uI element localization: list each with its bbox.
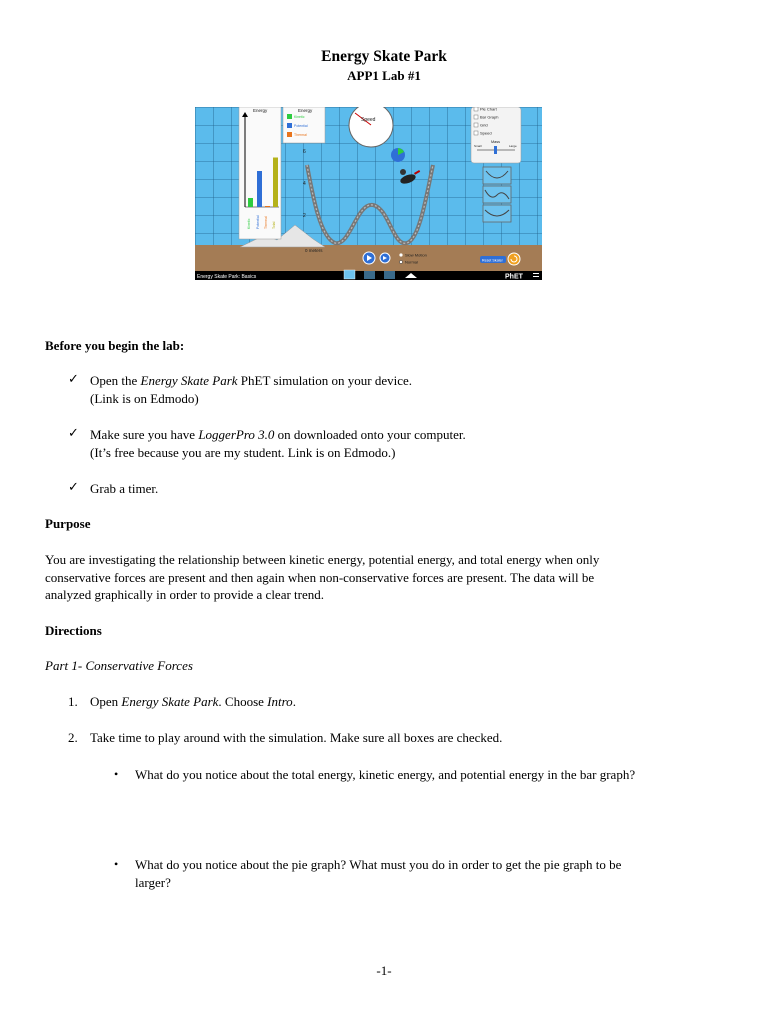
simulation-screenshot (195, 107, 542, 280)
bar-label: Thermal (264, 216, 268, 229)
purpose-line: You are investigating the relationship between kinetic energy, potential energy, and total energy when only (45, 552, 600, 567)
purpose-line: conservative forces are present and then again when non-conservative forces are present. The data will be (45, 570, 595, 585)
energy-bar-kinetic (248, 198, 253, 207)
radio-normal[interactable] (399, 260, 402, 263)
before-item-2-note: (It’s free because you are my student. Link is on Edmodo.) (90, 445, 396, 460)
mass-slider-thumb[interactable] (494, 146, 497, 154)
page-number: -1- (376, 963, 392, 978)
check-icon: ✓ (68, 479, 79, 494)
legend-swatch (287, 123, 292, 128)
screen-tab-intro[interactable] (344, 270, 355, 279)
radio-label: Slow Motion (405, 252, 427, 258)
question-pie-graph: What do you notice about the pie graph? What must you do in order to get the pie graph to be (135, 857, 622, 872)
bar-label: Kinetic (247, 218, 251, 229)
check-icon: ✓ (68, 371, 79, 386)
question-bar-graph: What do you notice about the total energy, kinetic energy, and potential energy in the bar graph? (135, 767, 636, 782)
checkbox-label[interactable]: Bar Graph (480, 114, 499, 120)
ground-label: 0 meters (305, 248, 323, 253)
legend-item: Kinetic (294, 115, 305, 119)
screen-tab-friction[interactable] (364, 271, 375, 279)
track-thumbnail[interactable] (483, 167, 511, 184)
energy-bar-total (273, 158, 278, 208)
before-item-3: Grab a timer. (90, 481, 159, 496)
before-item-1-link: (Link is on Edmodo) (90, 391, 199, 406)
bar-label: Total (272, 221, 276, 229)
phet-logo: PhET (505, 273, 523, 280)
sim-caption: Energy Skate Park: Basics (197, 274, 257, 280)
energy-bar-potential (257, 171, 262, 207)
directions-heading: Directions (45, 623, 102, 638)
step-1: Open Energy Skate Park. Choose Intro. (90, 694, 296, 709)
mass-large-label: Large (509, 144, 517, 148)
menu-icon[interactable] (533, 273, 539, 274)
legend-title: Energy (298, 108, 313, 113)
checkbox-label[interactable]: Grid (480, 122, 488, 128)
speedometer-label: Speed (361, 117, 376, 123)
part1-heading: Part 1- Conservative Forces (45, 658, 193, 673)
before-heading: Before you begin the lab: (45, 338, 185, 353)
bar-label: Potential (256, 215, 260, 229)
legend-swatch (287, 114, 292, 119)
track-thumbnail[interactable] (483, 205, 511, 222)
legend-item: Potential (294, 124, 308, 128)
radio-label: Normal (405, 259, 418, 265)
before-item-1: Open the Energy Skate Park PhET simulation on your device. (90, 373, 413, 388)
bar-panel-label: Energy (253, 108, 268, 113)
step-number: 2. (68, 730, 78, 745)
check-icon: ✓ (68, 425, 79, 440)
reset-skater-label: Reset Skater (482, 258, 503, 263)
legend-swatch (287, 132, 292, 137)
legend-item: Thermal (294, 133, 307, 137)
step-2: Take time to play around with the simulation. Make sure all boxes are checked. (90, 730, 503, 745)
height-tick: 6 (303, 149, 306, 155)
reset-all-button[interactable] (508, 253, 520, 265)
height-tick: 4 (303, 181, 306, 187)
screen-tab-playground[interactable] (384, 271, 395, 279)
radio-slow-motion[interactable] (399, 253, 402, 256)
bullet-icon: • (114, 857, 119, 871)
mass-small-label: Small (474, 144, 482, 148)
step-number: 1. (68, 694, 78, 709)
energy-bar-thermal (265, 206, 270, 207)
height-tick: 2 (303, 213, 306, 219)
document-subtitle: APP1 Lab #1 (347, 68, 421, 83)
checkbox-label[interactable]: Pie Chart (480, 107, 497, 112)
bullet-icon: • (114, 767, 119, 781)
document-title: Energy Skate Park (321, 48, 447, 65)
checkbox-label[interactable]: Speed (480, 130, 492, 136)
purpose-heading: Purpose (45, 516, 91, 531)
purpose-line: analyzed graphically in order to provide a clear trend. (45, 587, 325, 602)
question-pie-graph-cont: larger? (135, 875, 171, 890)
mass-label: Mass (491, 140, 501, 144)
before-item-2: Make sure you have LoggerPro 3.0 on downloaded onto your computer. (90, 427, 466, 442)
